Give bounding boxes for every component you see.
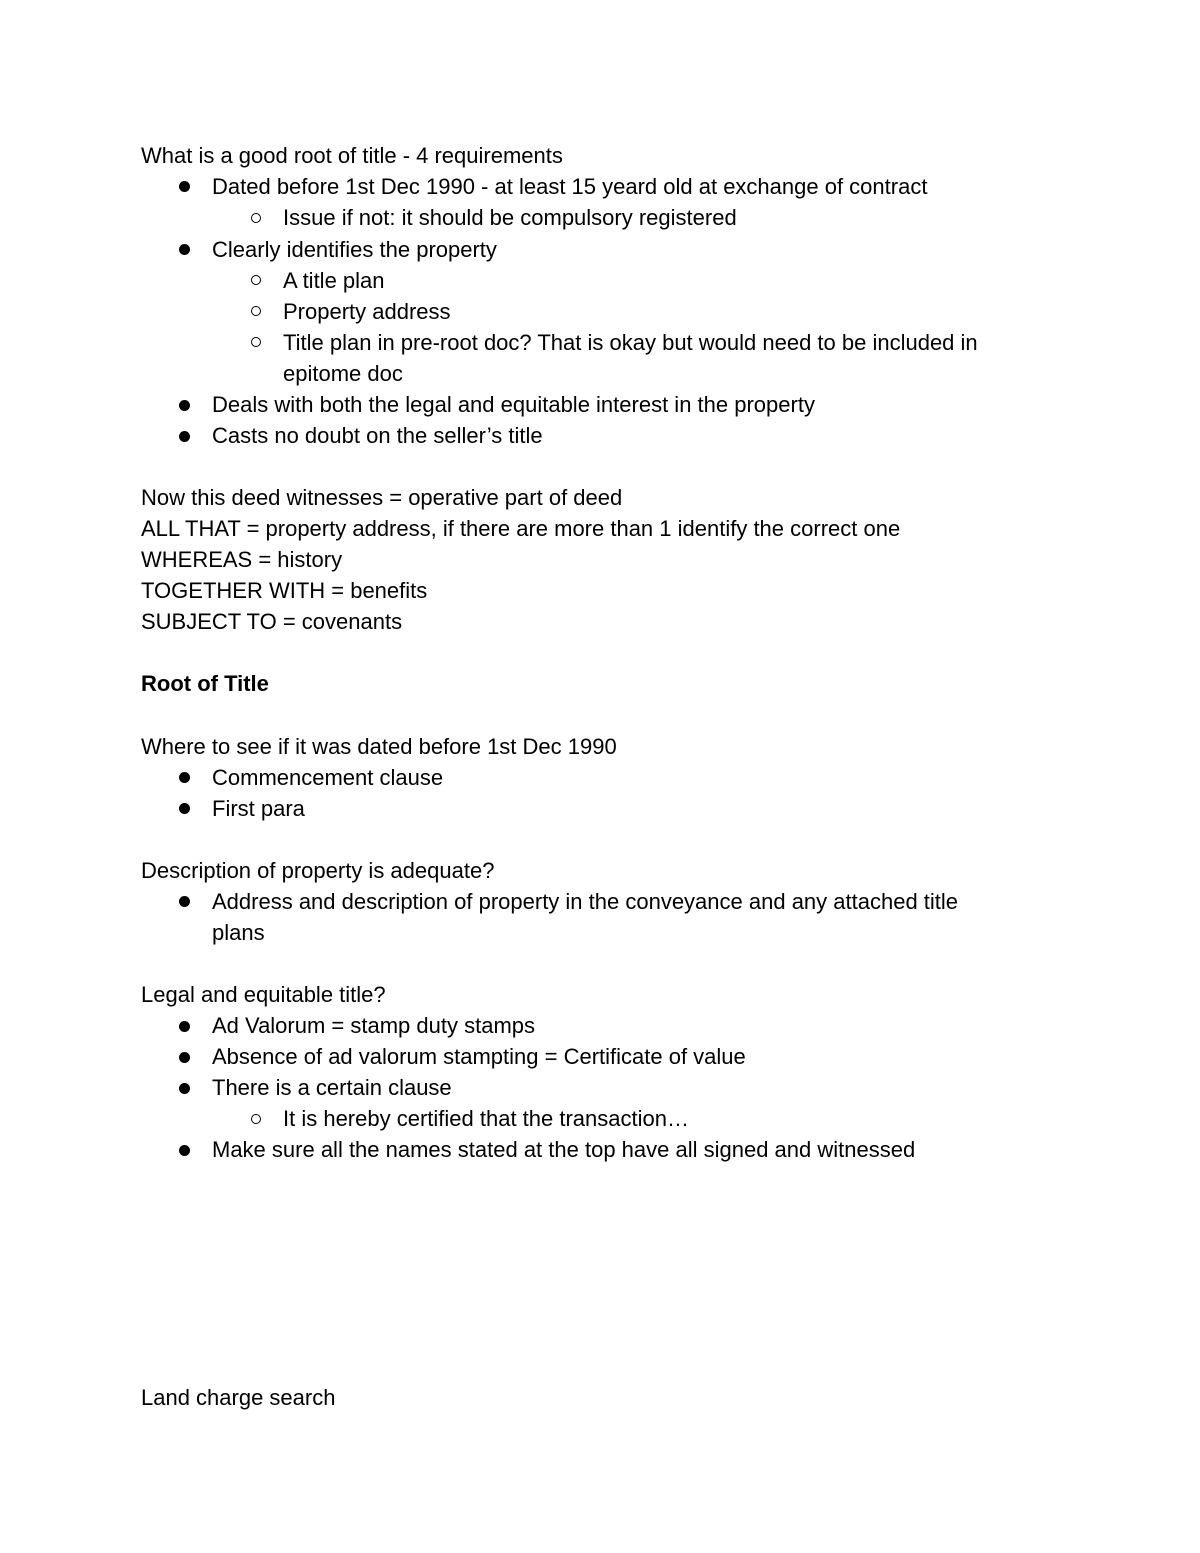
sub-bullet-icon — [251, 1114, 261, 1124]
bullet-icon — [179, 244, 190, 255]
bullet-icon — [179, 1021, 190, 1032]
requirements-heading: What is a good root of title - 4 requirements — [141, 143, 563, 168]
sub-bullet-icon — [251, 213, 261, 223]
land-charge-heading: Land charge search — [141, 1385, 336, 1410]
requirement-sub-item: Issue if not: it should be compulsory registered — [283, 205, 737, 230]
bullet-icon — [179, 1052, 190, 1063]
bullet-icon — [179, 1145, 190, 1156]
requirement-sub-item: Property address — [283, 299, 451, 324]
list-item: There is a certain clause — [212, 1075, 452, 1100]
list-sub-item: It is hereby certified that the transaction… — [283, 1106, 689, 1131]
list-item: Address and description of property in the conveyance and any attached title — [212, 889, 959, 914]
sub-bullet-icon — [251, 275, 261, 285]
deed-term: SUBJECT TO = covenants — [141, 609, 403, 634]
bullet-icon — [179, 896, 190, 907]
bullet-icon — [179, 772, 190, 783]
list-item: First para — [212, 796, 305, 821]
section-heading: Root of Title — [141, 671, 269, 696]
list-item-continuation: plans — [212, 920, 265, 945]
bullet-icon — [179, 400, 190, 411]
requirement-sub-item: Title plan in pre-root doc? That is okay but would need to be included in — [283, 330, 978, 355]
sub-bullet-icon — [251, 337, 261, 347]
requirement-item: Deals with both the legal and equitable interest in the property — [212, 392, 815, 417]
deed-term: TOGETHER WITH = benefits — [141, 578, 428, 603]
description-question: Description of property is adequate? — [141, 858, 495, 883]
bullet-icon — [179, 803, 190, 814]
sub-bullet-icon — [251, 306, 261, 316]
bullet-icon — [179, 431, 190, 442]
bullet-icon — [179, 1083, 190, 1094]
deed-term: ALL THAT = property address, if there are more than 1 identify the correct one — [141, 516, 901, 541]
deed-term: Now this deed witnesses = operative part of deed — [141, 485, 623, 510]
list-item: Absence of ad valorum stampting = Certificate of value — [212, 1044, 746, 1069]
requirement-sub-item-continuation: epitome doc — [283, 361, 403, 386]
deed-term: WHEREAS = history — [141, 547, 343, 572]
list-item: Commencement clause — [212, 765, 444, 790]
list-item: Make sure all the names stated at the top have all signed and witnessed — [212, 1137, 916, 1162]
requirement-sub-item: A title plan — [283, 268, 385, 293]
requirement-item: Dated before 1st Dec 1990 - at least 15 yeard old at exchange of contract — [212, 174, 928, 199]
bullet-icon — [179, 181, 190, 192]
requirement-item: Casts no doubt on the seller’s title — [212, 423, 543, 448]
legal-question: Legal and equitable title? — [141, 982, 386, 1007]
list-item: Ad Valorum = stamp duty stamps — [212, 1013, 536, 1038]
dated-question: Where to see if it was dated before 1st Dec 1990 — [141, 734, 617, 759]
requirement-item: Clearly identifies the property — [212, 237, 497, 262]
